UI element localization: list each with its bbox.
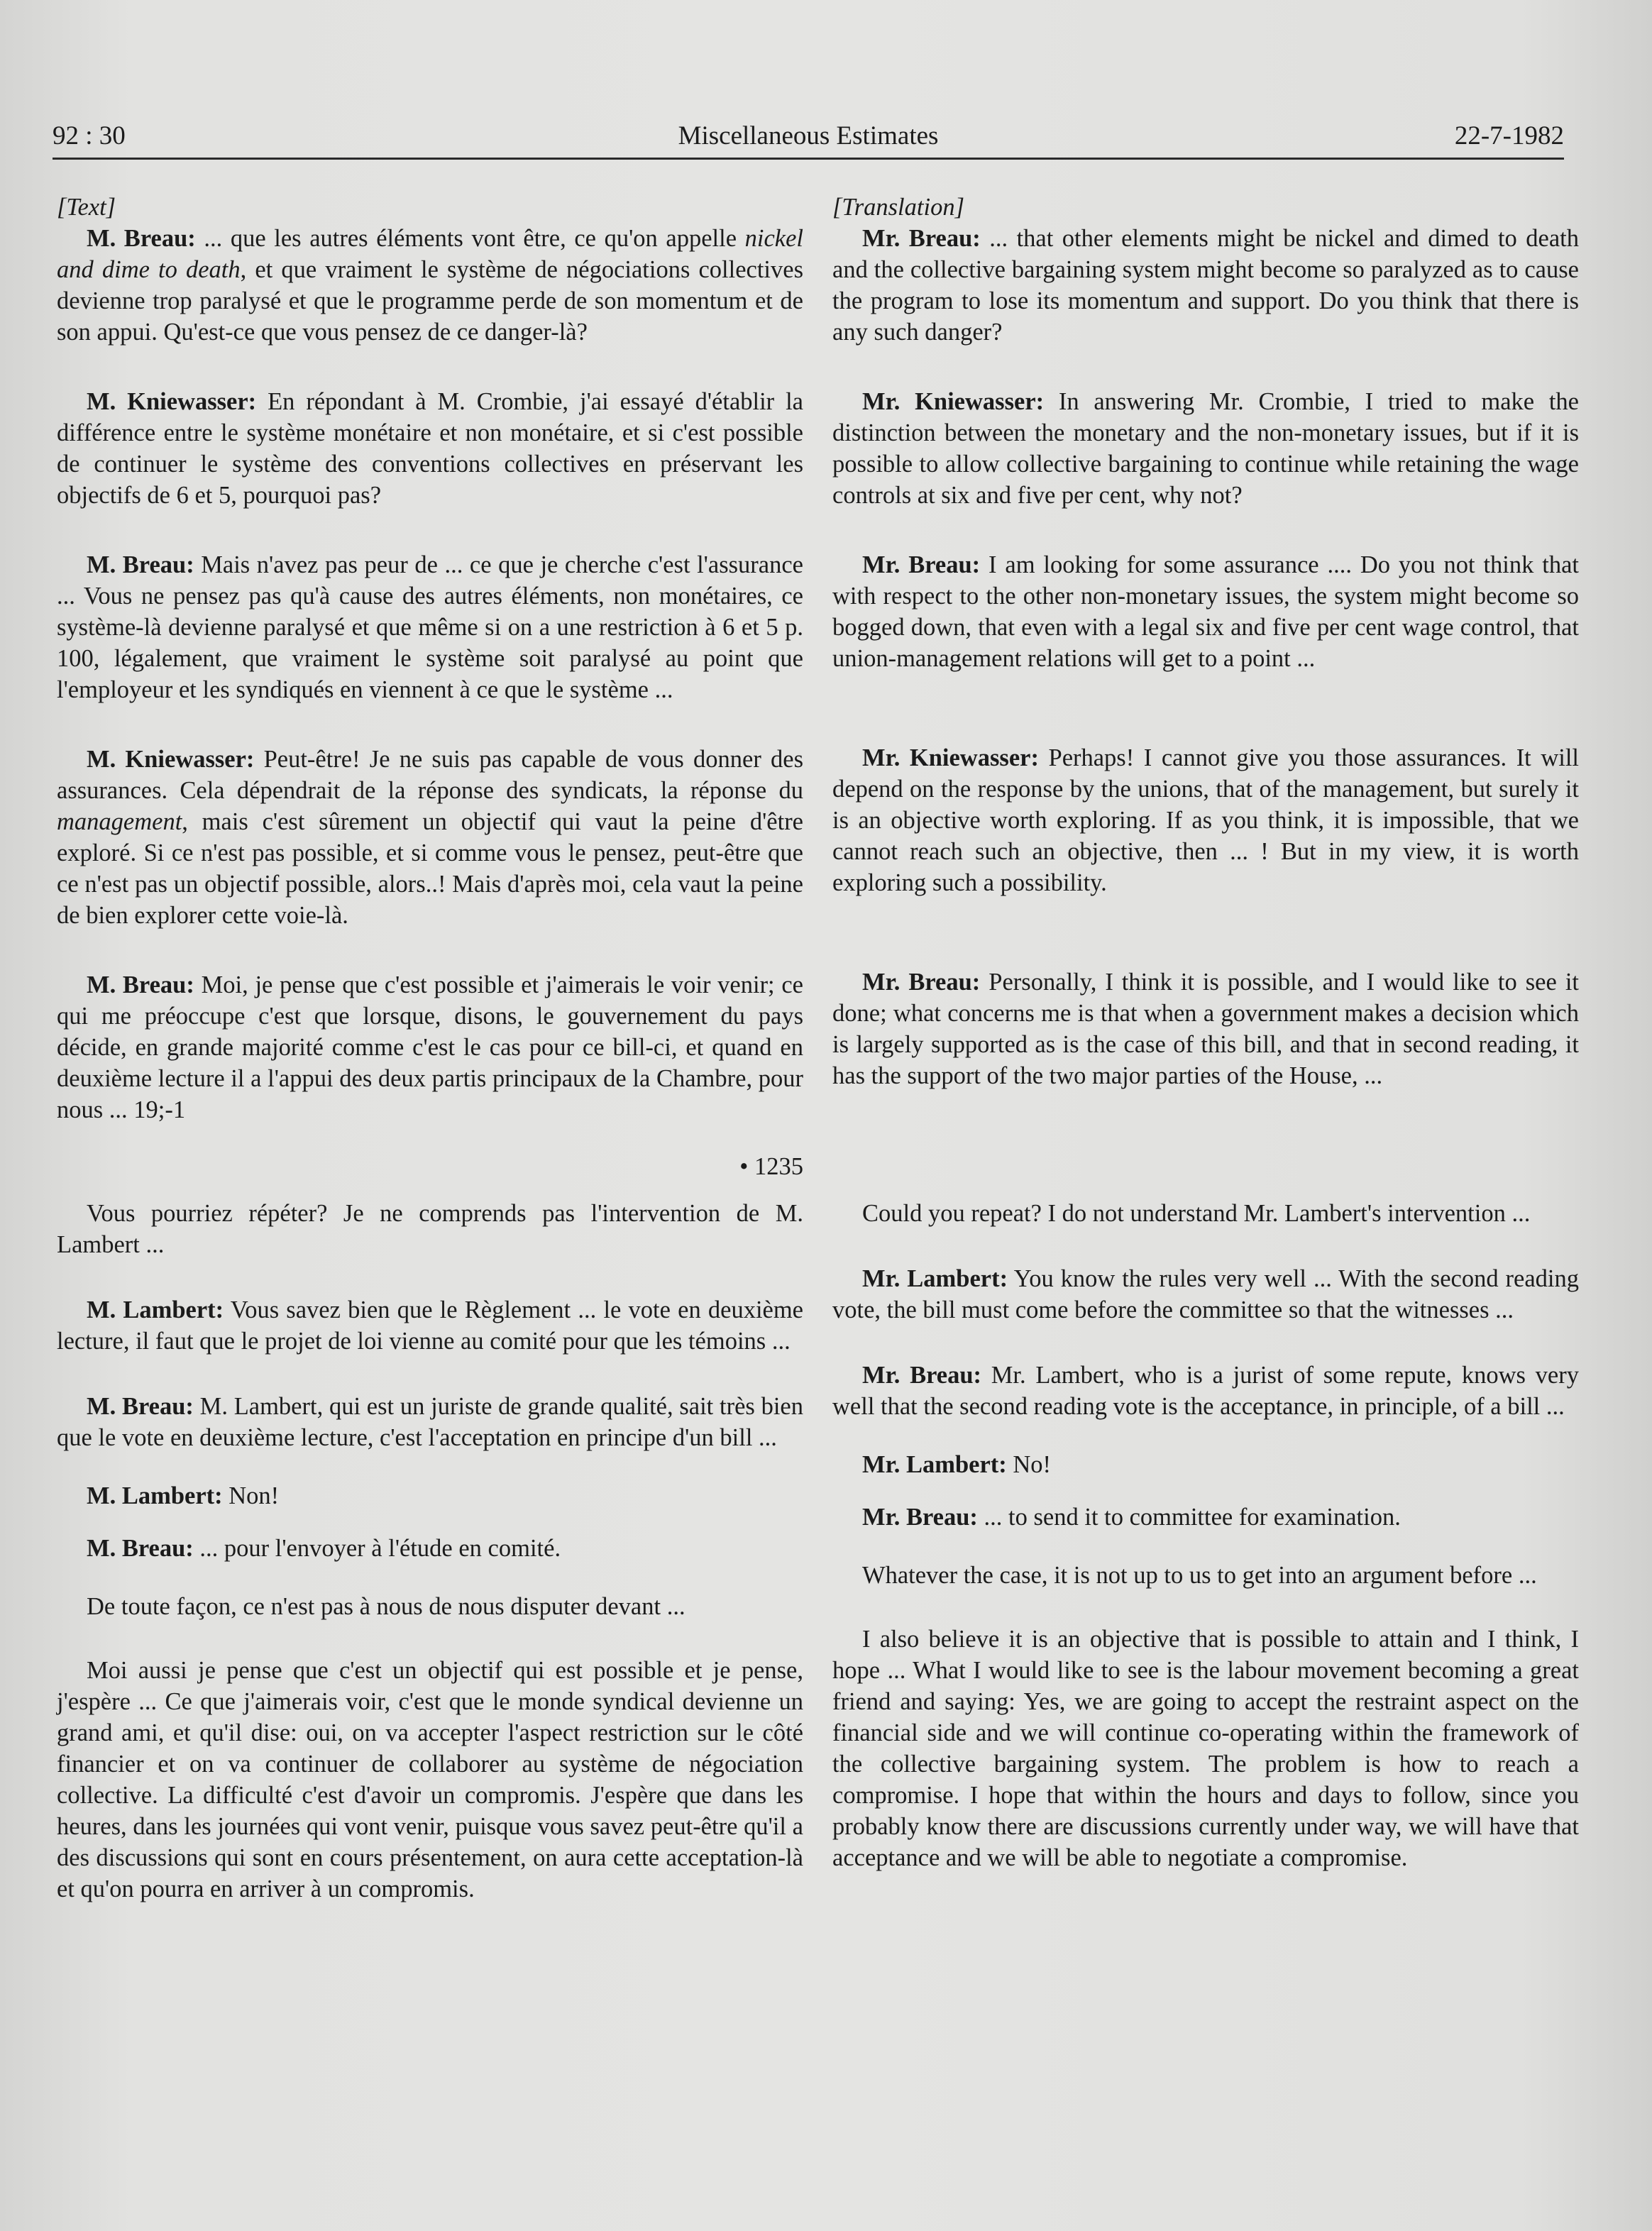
paragraph-text: You know the rules very well ... With the second reading vote, the bill must come before the committee so that the witnesses ... — [832, 1265, 1579, 1323]
speaker-name: M. Breau: — [87, 971, 194, 998]
speaker-name: M. Kniewasser: — [87, 746, 255, 773]
paragraph-text: I am looking for some assurance .... Do you not think that with respect to the other non-monetary issues, the system might become so bogged down, that even with a legal six and five per cent wage control, that union-management relations will get to a point ... — [832, 551, 1579, 672]
speaker-name: Mr. Lambert: — [862, 1265, 1008, 1292]
paragraph-text: Personally, I think it is possible, and I would like to see it done; what concerns me is that when a government makes a decision which is largely supported as is the case of this bill, and that in second reading, it has the support of the two major parties of the House, ... — [832, 969, 1579, 1089]
header-rule — [53, 158, 1564, 160]
paragraph-text: I also believe it is an objective that is possible to attain and I think, I hope ... What I would like to see is the labour movement becoming a great friend and saying: Yes, we are going to accept the restraint aspect on the financial side and we will continue co-operating within the framework of the collective bargaining system. The problem is how to reach a compromise. I hope that within the hours and days to follow, since you probably know there are discussions currently under way, we will have that acceptance and we will be able to negotiate a compromise. — [832, 1626, 1579, 1871]
paragraph — [832, 1360, 1579, 1422]
speaker-name: M. Kniewasser: — [87, 388, 257, 415]
paragraph — [57, 1391, 803, 1453]
speaker-name: M. Breau: — [87, 1393, 194, 1420]
english-column — [832, 192, 1579, 1889]
speaker-name: M. Lambert: — [87, 1296, 224, 1323]
paragraph — [832, 1624, 1579, 1873]
italic-text: management — [57, 808, 182, 835]
paragraph — [832, 1449, 1579, 1480]
paragraph-text: ... to send it to committee for examination. — [977, 1504, 1401, 1531]
paragraph — [832, 742, 1579, 898]
speaker-name: Mr. Breau: — [862, 1362, 982, 1389]
paragraph — [57, 1480, 803, 1511]
paragraph-text: Mais n'avez pas peur de ... ce que je cherche c'est l'assurance ... Vous ne pensez pas qu'à cause des autres éléments, non monétaires, ce système-là devienne paralysé et que même si on a une restriction à 6 et 5 p. 100, légalement, que vraiment le système soit paralysé au point que l'employeur et les syndiqués en viennent à ce que le système ... — [57, 551, 803, 703]
speaker-name: M. Breau: — [87, 225, 196, 252]
paragraph-text: Vous savez bien que le Règlement ... le vote en deuxième lecture, il faut que le projet de loi vienne au comité pour que les témoins ... — [57, 1296, 803, 1355]
paragraph-text: , mais c'est sûrement un objectif qui vaut la peine d'être exploré. Si ce n'est pas possible, et si comme vous le pensez, peut-être que ce n'est pas un objectif possible, alors..! Mais d'après moi, cela vaut la peine de bien explorer cette voie-là. — [57, 808, 803, 929]
paragraph — [57, 744, 803, 931]
paragraph-text: Mr. Lambert, who is a jurist of some repute, knows very well that the second reading vote is the acceptance, in principle, of a bill ... — [832, 1362, 1579, 1420]
paragraph-text: Vous pourriez répéter? Je ne comprends pas l'intervention de M. Lambert ... — [57, 1200, 803, 1258]
paragraph-text: Moi, je pense que c'est possible et j'aimerais le voir venir; ce qui me préoccupe c'est que lorsque, disons, le gouvernement du pays décide, en grande majorité comme c'est le cas pour ce bill-ci, et quand en deuxième lecture il a l'appui des deux partis principaux de la Chambre, pour nous ... 19;-1 — [57, 971, 803, 1123]
speaker-name: Mr. Breau: — [862, 551, 981, 578]
paragraph — [57, 1591, 803, 1622]
paragraph — [832, 549, 1579, 674]
paragraph — [57, 223, 803, 348]
paragraph — [832, 1198, 1579, 1229]
paragraph-text: Moi aussi je pense que c'est un objectif qui est possible et je pense, j'espère ... Ce que j'aimerais voir, c'est que le monde syndical devienne un grand ami, et qu'il dise: oui, on va accepter l'aspect restriction sur le côté financier et on va continuer de collaborer au système de négociation collective. La difficulté c'est d'avoir un compromis. J'espère que dans les heures, dans les journées qui vont venir, puisque vous savez peut-être qu'il a des discussions qui sont en cours présentement, on aura cette acceptation-là et qu'on pourra en arriver à un compromis. — [57, 1657, 803, 1902]
paragraph — [832, 223, 1579, 348]
time-marker: • 1235 — [739, 1153, 803, 1180]
paragraph-text: No! — [1006, 1451, 1052, 1478]
speaker-name: M. Breau: — [87, 1535, 194, 1562]
paragraph — [57, 969, 803, 1125]
text-tag: [Text] — [57, 194, 116, 221]
paragraph-text: Non! — [222, 1482, 280, 1509]
speaker-name: Mr. Kniewasser: — [862, 388, 1045, 415]
paragraph — [57, 1198, 803, 1260]
paragraph — [57, 1294, 803, 1357]
paragraph — [832, 1263, 1579, 1326]
paragraph-text: In answering Mr. Crombie, I tried to make the distinction between the monetary and the non-monetary issues, but if it is possible to allow collective bargaining to continue while retaining the wage controls at six and five per cent, why not? — [832, 388, 1579, 509]
paragraph-text: M. Lambert, qui est un juriste de grande qualité, sait très bien que le vote en deuxième lecture, c'est l'acceptation en principe d'un bill ... — [57, 1393, 803, 1451]
paragraph-text: ... que les autres éléments vont être, ce qu'on appelle — [195, 225, 745, 252]
speaker-name: Mr. Breau: — [862, 969, 981, 996]
speaker-name: Mr. Breau: — [862, 225, 981, 252]
paragraph-text: Could you repeat? I do not understand Mr. Lambert's intervention ... — [862, 1200, 1531, 1227]
speaker-name: M. Lambert: — [87, 1482, 223, 1509]
running-title: Miscellaneous Estimates — [678, 121, 939, 150]
page-header — [53, 118, 1564, 155]
page-number: 92 : 30 — [53, 121, 126, 150]
paragraph — [57, 1655, 803, 1905]
paragraph — [832, 1560, 1579, 1591]
paragraph-text: Perhaps! I cannot give you those assurances. It will depend on the response by the unions, that of the management, but surely it is an objective worth exploring. If as you think, it is impossible, that we cannot reach such an objective, then ... ! But in my view, it is worth exploring such a possibility. — [832, 744, 1579, 896]
paragraph-text: En répondant à M. Crombie, j'ai essayé d'établir la différence entre le système monétaire et non monétaire, et si c'est possible de continuer le système des conventions collectives en préservant les objectifs de 6 et 5, pourquoi pas? — [57, 388, 803, 509]
paragraph — [57, 1533, 803, 1564]
paragraph-text: Whatever the case, it is not up to us to get into an argument before ... — [862, 1562, 1537, 1589]
italic-text: nickel and dime to death — [57, 225, 803, 283]
translation-tag: [Translation] — [832, 194, 964, 221]
paragraph — [57, 549, 803, 705]
speaker-name: Mr. Lambert: — [862, 1451, 1007, 1478]
paragraph — [832, 386, 1579, 511]
page-date: 22-7-1982 — [1454, 121, 1564, 150]
paragraph-text: ... pour l'envoyer à l'étude en comité. — [193, 1535, 561, 1562]
paragraph — [57, 386, 803, 511]
paragraph — [832, 966, 1579, 1091]
paragraph — [832, 1502, 1579, 1533]
paragraph-text: ... that other elements might be nickel and dimed to death and the collective bargaining system might become so paralyzed as to cause the program to lose its momentum and support. Do you think that there is any such danger? — [832, 225, 1579, 346]
speaker-name: Mr. Breau: — [862, 1504, 978, 1531]
paragraph-text: , et que vraiment le système de négociations collectives devienne trop paralysé et que le programme perde de son momentum et de son appui. Qu'est-ce que vous pensez de ce danger-là? — [57, 256, 804, 346]
paragraph-text: Peut-être! Je ne suis pas capable de vous donner des assurances. Cela dépendrait de la réponse des syndicats, la réponse du — [57, 746, 803, 804]
speaker-name: Mr. Kniewasser: — [862, 744, 1039, 771]
paragraph-text: De toute façon, ce n'est pas à nous de nous disputer devant ... — [87, 1593, 685, 1620]
french-column — [57, 192, 803, 1920]
speaker-name: M. Breau: — [87, 551, 194, 578]
